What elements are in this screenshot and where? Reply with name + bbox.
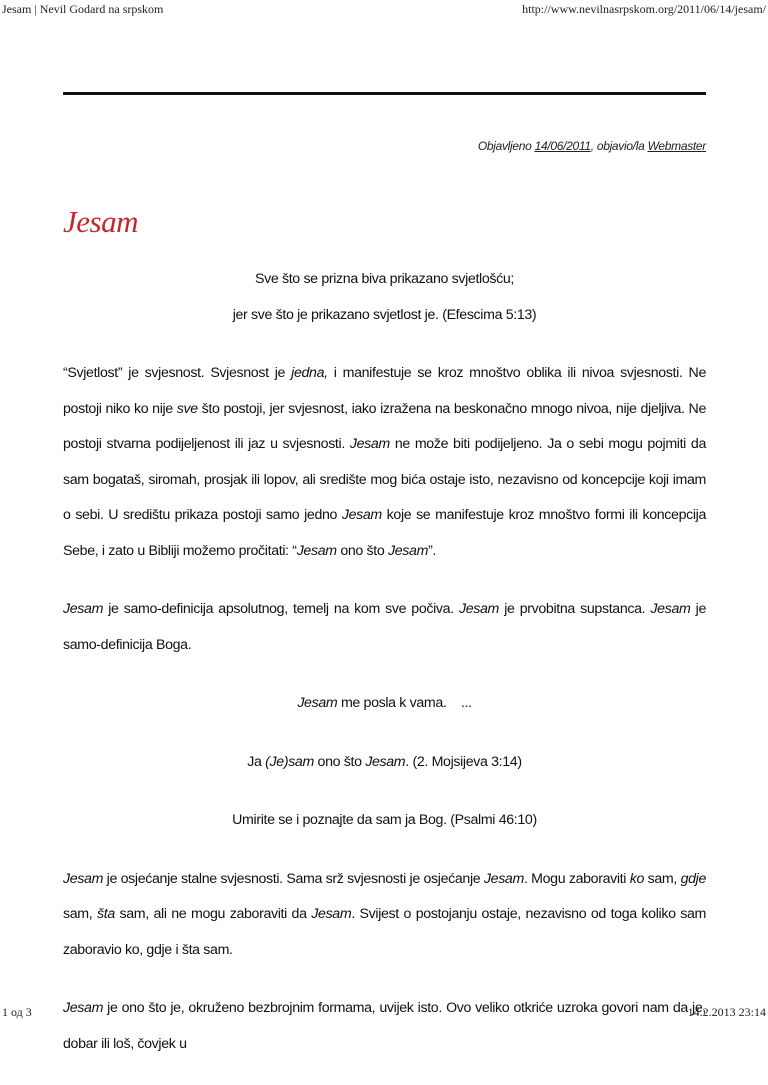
text: je prvobitna supstanca. [499, 601, 651, 617]
text: . Svijest o postojanju ostaje, nezavisno od toga koliko sam zaboravio ko, gdje i šta sam. [63, 906, 706, 958]
emphasis: Jesam [650, 601, 691, 617]
emphasis: sve [176, 400, 198, 417]
author-link[interactable]: Webmaster [647, 139, 706, 153]
emphasis: gdje [680, 870, 707, 887]
text: je ono što je, okruženo bezbrojnim formama, uvijek isto. Ovo veliko otkriće uzroka govori nam da je, dobar ili loš, čovjek u [63, 1000, 706, 1052]
text: koje se manifestuje kroz mnoštvo formi ili koncepcija Sebe, i zato u Bibliji možemo pročitati: “ [63, 507, 706, 559]
text: ono što [336, 542, 389, 559]
print-header-title: Jesam | Nevil Godard na srpskom [2, 2, 164, 16]
paragraph-samo-definicija [63, 592, 706, 663]
paragraph-ono-sto-je [63, 991, 706, 1062]
text: ne može biti podijeljeno. Ja o sebi mogu pojmiti da sam bogataš, siromah, prosjak ili lopov, ali središte mog bića ostaje isto, nezavisno od koncepcije koji imam o sebi. U središtu prikaza postoji samo jedno [63, 436, 706, 523]
text: sam, [644, 870, 681, 887]
text: “Svjetlost” je svjesnost. Svjesnost je [63, 365, 292, 381]
emphasis: Jesam [63, 870, 104, 887]
text: je samo-definicija apsolutnog, temelj na kom sve počiva. [103, 601, 459, 617]
text: Ja [247, 753, 266, 770]
print-footer-datetime: 14.2.2013 23:14 [687, 1005, 766, 1019]
scripture-quote-psalmi: Umirite se i poznajte da sam ja Bog. (Psalmi 46:10) [232, 812, 537, 828]
scripture-quote-mojsijeva [63, 745, 706, 781]
text: me posla k vama. ... [337, 695, 472, 711]
emphasis: jedna, [291, 365, 328, 381]
text: . Mogu zaboraviti [523, 870, 630, 887]
post-date-link[interactable]: 14/06/2011 [534, 139, 591, 153]
text: je samo-definicija Boga. [63, 601, 706, 653]
emphasis: Jesam [483, 870, 524, 887]
post-title: Jesam [63, 204, 138, 239]
emphasis: ko [629, 870, 644, 887]
scripture-quote-efescima [63, 262, 706, 333]
text: sam, [63, 906, 97, 922]
text: ”. [428, 542, 437, 559]
verse-line: jer sve što je prikazano svjetlost je. (Efescima 5:13) [232, 306, 537, 323]
emphasis: Jesam [458, 601, 500, 617]
meta-middle: , objavio/la [590, 139, 648, 153]
meta-prefix: Objavljeno [477, 139, 535, 153]
text: što postoji, jer svjesnost, iako izražena na beskonačno mnogo nivoa, nije djeljiva. Ne postoji stvarna podijeljenost ili jaz u svjesnosti. [63, 400, 706, 452]
emphasis: Jesam [388, 542, 429, 559]
emphasis: Jesam [311, 906, 352, 922]
emphasis: Jesam [349, 436, 390, 452]
emphasis: Jesam [63, 601, 104, 617]
emphasis: Jesam [297, 695, 338, 711]
paragraph-osjecanje [63, 862, 706, 969]
text: ono što [313, 753, 366, 770]
print-header-url: http://www.nevilnasrpskom.org/2011/06/14/jesam/ [522, 2, 766, 16]
text: i manifestuje se kroz mnoštvo oblika ili nivoa svjesnosti. Ne postoji niko ko nije [63, 365, 706, 417]
post-meta [478, 139, 706, 153]
emphasis: Jesam [365, 753, 406, 770]
emphasis: Jesam [63, 1000, 104, 1016]
text: . (2. Mojsijeva 3:14) [405, 753, 522, 770]
scripture-quote-posla [63, 686, 706, 722]
print-footer-page: 1 од 3 [2, 1005, 32, 1019]
emphasis: Jesam [341, 507, 382, 523]
text: sam, ali ne mogu zaboraviti da [114, 906, 312, 922]
verse-line: Sve što se prizna biva prikazano svjetlošću; [254, 271, 515, 287]
header-divider [63, 92, 706, 95]
post-content [63, 262, 706, 1085]
paragraph-svjetlost [63, 356, 706, 569]
emphasis: šta [96, 906, 115, 922]
text: je osjećanje stalne svjesnosti. Sama srž svjesnosti je osjećanje [103, 870, 484, 887]
emphasis: (Je)sam [265, 753, 314, 770]
emphasis: Jesam [296, 542, 337, 559]
